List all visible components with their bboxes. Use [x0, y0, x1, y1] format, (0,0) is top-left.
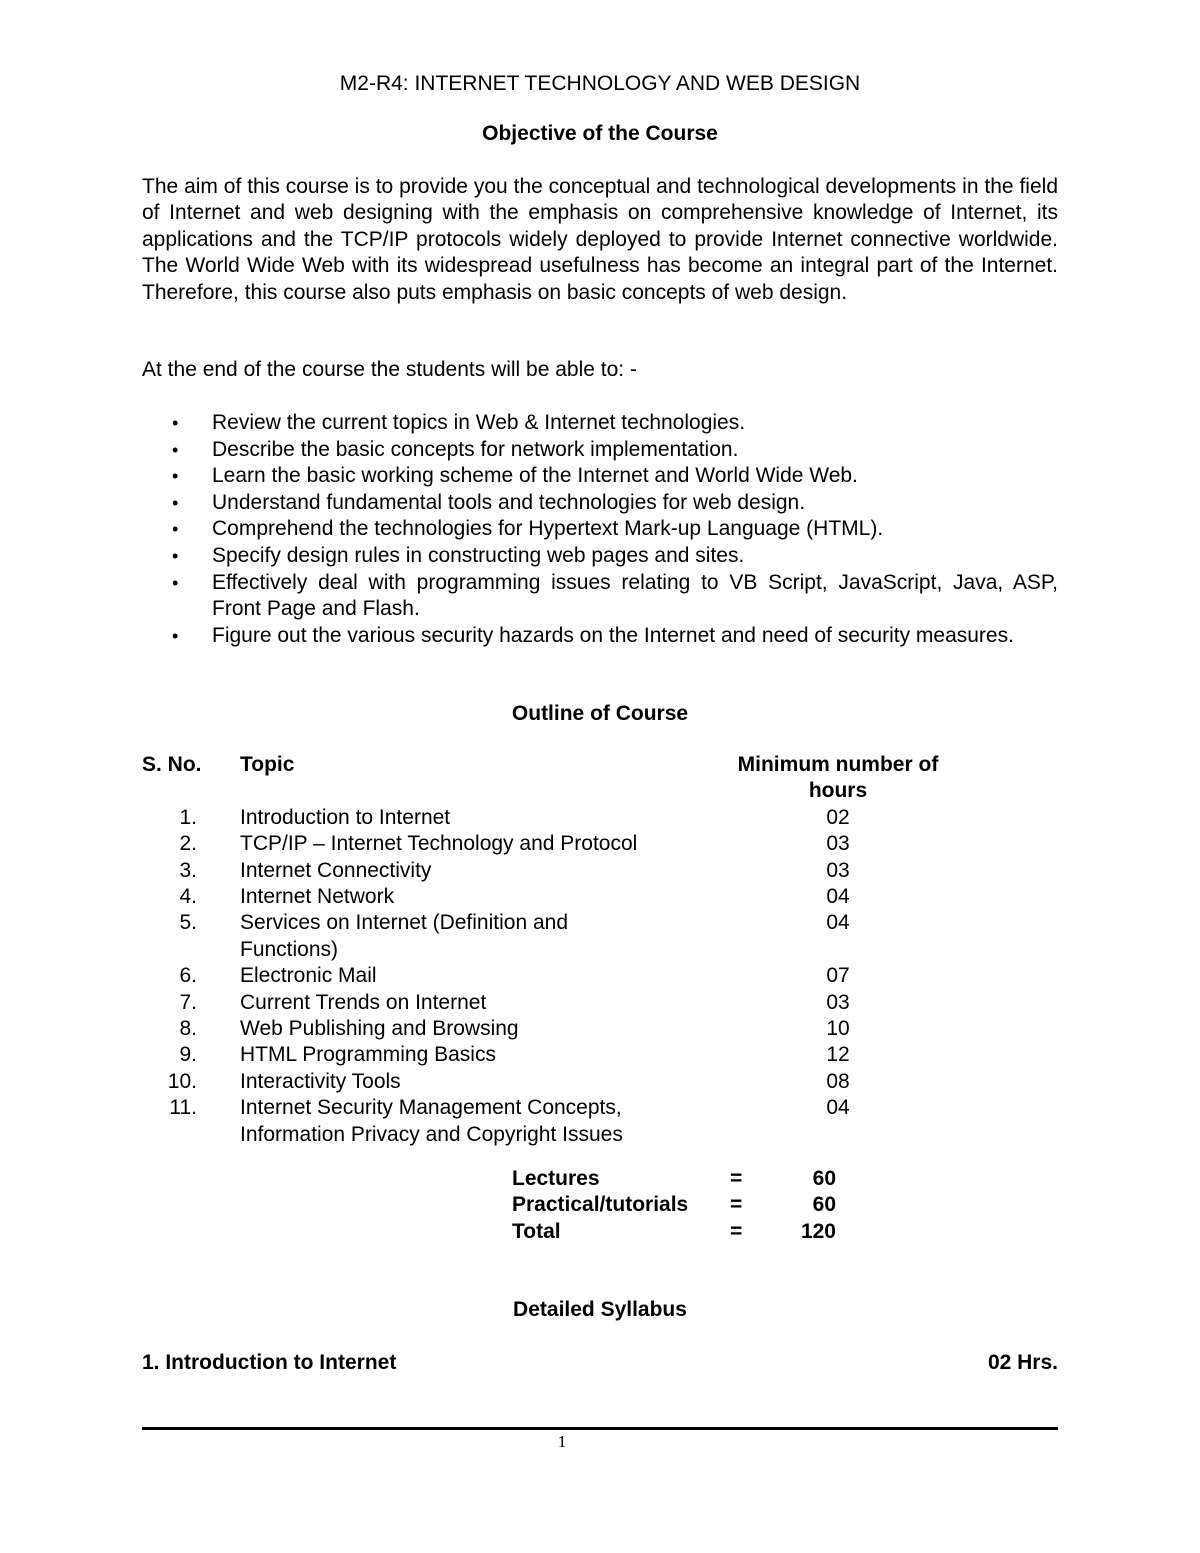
- outcome-item: [142, 410, 1058, 437]
- outline-table-header: [142, 752, 1058, 805]
- row-hours: 10: [826, 1017, 850, 1041]
- outcome-item: [142, 463, 1058, 490]
- row-topic: Electronic Mail: [240, 964, 377, 988]
- row-topic: Internet Security Management Concepts, Information Privacy and Copyright Issues: [240, 1096, 623, 1146]
- row-hours: 12: [826, 1043, 850, 1067]
- row-hours: 04: [826, 911, 850, 935]
- row-topic: HTML Programming Basics: [240, 1043, 496, 1067]
- totals-row-lectures: [512, 1166, 836, 1192]
- bullet-icon: •: [172, 625, 179, 646]
- table-row: [142, 1069, 1058, 1095]
- row-topic: Current Trends on Internet: [240, 990, 487, 1014]
- outcome-item: [142, 623, 1058, 650]
- table-row: [142, 1016, 1058, 1042]
- totals-equals: =: [730, 1167, 743, 1190]
- outcome-item: [142, 543, 1058, 570]
- row-topic: Introduction to Internet: [240, 805, 451, 829]
- table-row: [142, 858, 1058, 884]
- totals-value: 60: [812, 1167, 836, 1190]
- outcome-text: Effectively deal with programming issues relating to VB Script, JavaScript, Java, ASP, Front Page and Flash.: [212, 570, 1058, 621]
- header-hours: Minimum number of hours: [737, 753, 939, 803]
- outcome-text: Learn the basic working scheme of the Internet and World Wide Web.: [212, 464, 858, 488]
- bullet-icon: •: [172, 545, 179, 566]
- table-row: [142, 805, 1058, 831]
- row-hours: 03: [826, 832, 850, 856]
- row-hours: 07: [826, 964, 850, 988]
- row-hours: 03: [826, 858, 850, 882]
- outcome-text: Comprehend the technologies for Hypertext Mark-up Language (HTML).: [212, 517, 884, 541]
- row-topic: TCP/IP – Internet Technology and Protocol: [240, 832, 638, 856]
- row-sno: 11.: [169, 1096, 197, 1120]
- header-sno: S. No.: [142, 753, 202, 776]
- table-row: [142, 831, 1058, 857]
- row-sno: 9.: [179, 1043, 197, 1067]
- row-sno: 4.: [179, 885, 197, 909]
- row-topic: Services on Internet (Definition and Functions): [240, 911, 569, 961]
- outcome-text: Specify design rules in constructing web pages and sites.: [212, 543, 745, 567]
- table-row: [142, 963, 1058, 989]
- row-sno: 2.: [179, 832, 197, 856]
- section-1-heading: [142, 1349, 1058, 1377]
- outcome-item: [142, 570, 1058, 623]
- outcome-item: [142, 490, 1058, 517]
- hours-totals: [512, 1166, 836, 1245]
- outline-table: [142, 752, 1058, 1148]
- bullet-icon: •: [172, 466, 179, 487]
- totals-value: 60: [812, 1193, 836, 1217]
- detailed-syllabus-heading: Detailed Syllabus: [513, 1298, 687, 1321]
- bullet-icon: •: [172, 572, 179, 593]
- row-hours: 04: [826, 1096, 850, 1120]
- row-topic: Internet Network: [240, 885, 395, 909]
- row-topic: Internet Connectivity: [240, 858, 432, 882]
- totals-equals: =: [730, 1219, 743, 1243]
- section-1-title: 1. Introduction to Internet: [142, 1351, 397, 1374]
- bullet-icon: •: [172, 519, 179, 540]
- totals-label: Total: [512, 1219, 561, 1243]
- row-sno: 6.: [179, 964, 197, 988]
- bullet-icon: •: [172, 439, 179, 460]
- totals-row-total: [512, 1219, 836, 1245]
- outcome-text: Review the current topics in Web & Internet technologies.: [212, 411, 746, 434]
- outcomes-list: [142, 410, 1058, 649]
- row-sno: 5.: [179, 911, 197, 935]
- objective-paragraph: The aim of this course is to provide you the conceptual and technological developments in the field of Internet and web designing with the emphasis on comprehensive knowledge of Internet, its applications and the TCP/IP protocols widely deployed to provide Internet connective worldwide. The World Wide Web with its widespread usefulness has become an integral part of the Internet. Therefore, this course also puts emphasis on basic concepts of web design.: [142, 175, 1058, 304]
- totals-equals: =: [730, 1193, 743, 1217]
- row-sno: 3.: [179, 858, 197, 882]
- row-hours: 02: [826, 805, 850, 829]
- outline-heading: Outline of Course: [511, 702, 689, 725]
- bullet-icon: •: [172, 413, 179, 433]
- totals-value: 120: [800, 1219, 836, 1243]
- row-hours: 03: [826, 990, 850, 1014]
- row-sno: 10.: [167, 1069, 197, 1093]
- row-hours: 04: [826, 885, 850, 909]
- row-topic: Interactivity Tools: [240, 1069, 401, 1093]
- bullet-icon: •: [172, 492, 179, 513]
- table-row: [142, 1095, 1058, 1148]
- row-sno: 1.: [179, 805, 197, 829]
- table-row: [142, 910, 1058, 963]
- outcome-text: Figure out the various security hazards on the Internet and need of security measures.: [212, 623, 1014, 647]
- row-topic: Web Publishing and Browsing: [240, 1017, 519, 1041]
- outcome-item: [142, 437, 1058, 464]
- row-sno: 8.: [179, 1017, 197, 1041]
- totals-row-practical: [512, 1192, 836, 1218]
- header-topic: Topic: [240, 753, 295, 776]
- table-row: [142, 1042, 1058, 1068]
- objective-heading: Objective of the Course: [482, 122, 718, 145]
- totals-label: Lectures: [512, 1167, 600, 1190]
- document-title: M2-R4: INTERNET TECHNOLOGY AND WEB DESIGN: [339, 72, 861, 95]
- totals-label: Practical/tutorials: [512, 1193, 689, 1217]
- page-number: 1: [557, 1432, 567, 1451]
- table-row: [142, 990, 1058, 1016]
- footer-divider: [142, 1427, 1058, 1430]
- section-1-hours: 02 Hrs.: [987, 1351, 1058, 1374]
- row-sno: 7.: [179, 990, 197, 1014]
- row-hours: 08: [826, 1069, 850, 1093]
- outcome-text: Describe the basic concepts for network implementation.: [212, 437, 739, 461]
- outcomes-intro: At the end of the course the students will be able to: -: [142, 358, 637, 381]
- outcome-item: [142, 516, 1058, 543]
- table-row: [142, 884, 1058, 910]
- outcome-text: Understand fundamental tools and technologies for web design.: [212, 490, 806, 514]
